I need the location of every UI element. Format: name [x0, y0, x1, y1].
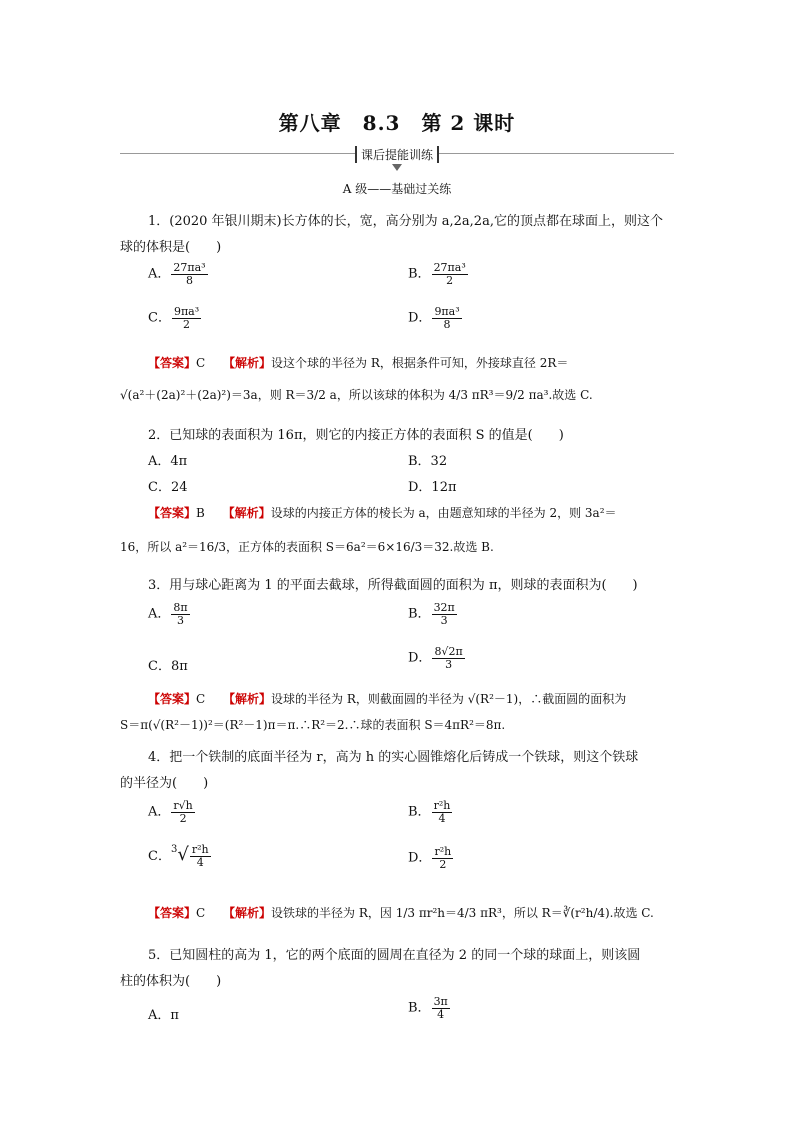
q1-analysis-line2: √(a²＋(2a)²＋(2a)²)＝3a，则 R＝3/2 a，所以该球的体积为 4/3 πR³＝9/2 πa³.故选 C.: [120, 388, 593, 402]
q2-text: 2．已知球的表面积为 16π，则它的内接正方体的表面积 S 的值是( ): [148, 428, 564, 443]
q1-option-c: C． $\frac{\text{9πa³}}{2}$: [148, 305, 200, 331]
q1-text-line1: 1．(2020 年银川期末)长方体的长，宽，高分别为 a,2a,2a,它的顶点都在球面上，则这个: [148, 214, 663, 229]
section-banner: [120, 147, 674, 161]
q1-option-b: B． $\frac{\text{27πa³}}{2}$: [408, 261, 466, 287]
q2-analysis-line2: 16，所以 a²＝16/3，正方体的表面积 S＝6a²＝6×16/3＝32.故选 B.: [120, 540, 494, 554]
q1-option-d: D． $\frac{\text{9πa³}}{8}$: [408, 305, 460, 331]
q3-analysis-line2: S＝π(√(R²－1))²＝(R²－1)π＝π.∴R²＝2.∴球的表面积 S＝4πR²＝8π.: [120, 718, 506, 732]
q4-text-line2: 的半径为( ): [120, 776, 209, 791]
q4-option-a: A． $\frac{r√h}{2}$: [148, 799, 193, 825]
banner-arrow-icon: [392, 164, 402, 171]
q4-option-c: C．$^3$√ $\frac{\text{r²h}}{4}$: [148, 843, 209, 869]
q5-option-a: A．π: [148, 1008, 179, 1023]
q5-text-line1: 5．已知圆柱的高为 1，它的两个底面的圆周在直径为 2 的同一个球的球面上，则该圆: [148, 948, 641, 963]
banner-label: 课后提能训练: [355, 146, 439, 163]
q4-text-line1: 4．把一个铁制的底面半径为 r，高为 h 的实心圆锥熔化后铸成一个铁球，则这个铁球: [148, 750, 639, 765]
level-heading: A 级——基础过关练: [342, 182, 452, 196]
q3-option-d: D． $\frac{8√2\pi}{3}$: [408, 645, 463, 671]
q1-answer: 【答案】C 【解析】设这个球的半径为 R，根据条件可知，外接球直径 2R＝: [148, 356, 569, 370]
q5-option-b: B． $\frac{3\pi}{4}$: [408, 995, 448, 1021]
q1-text-line2: 球的体积是( ): [120, 240, 222, 255]
q2-answer: 【答案】B 【解析】设球的内接正方体的棱长为 a，由题意知球的半径为 2，则 3a²＝: [148, 506, 617, 520]
q2-option-c: C．24: [148, 480, 188, 495]
q3-option-b: B． $\frac{32\pi}{3}$: [408, 601, 455, 627]
q5-text-line2: 柱的体积为( ): [120, 974, 222, 989]
page-title: 第八章 8.3 第 2 课时: [278, 111, 516, 135]
q3-option-c: C．8π: [148, 659, 188, 674]
q4-answer: 【答案】C 【解析】设铁球的半径为 R，因 1/3 πr²h＝4/3 πR³，所以 R＝∛(r²h/4).故选 C.: [148, 906, 654, 920]
q2-option-d: D．12π: [408, 480, 457, 495]
q2-option-a: A．4π: [148, 454, 188, 469]
q3-answer: 【答案】C 【解析】设球的半径为 R，则截面圆的半径为 √(R²－1)，∴截面圆的面积为: [148, 692, 627, 706]
q4-option-b: B． $\frac{\text{r²h}}{4}$: [408, 799, 451, 825]
q3-option-a: A． $\frac{8\pi}{3}$: [148, 601, 188, 627]
q1-option-a: A． $\frac{\text{27πa³}}{8}$: [148, 261, 206, 287]
q2-option-b: B．32: [408, 454, 448, 469]
q3-text: 3．用与球心距离为 1 的平面去截球，所得截面圆的面积为 π，则球的表面积为( ): [148, 578, 638, 593]
q4-option-d: D． $\frac{\text{r²h}}{2}$: [408, 845, 452, 871]
